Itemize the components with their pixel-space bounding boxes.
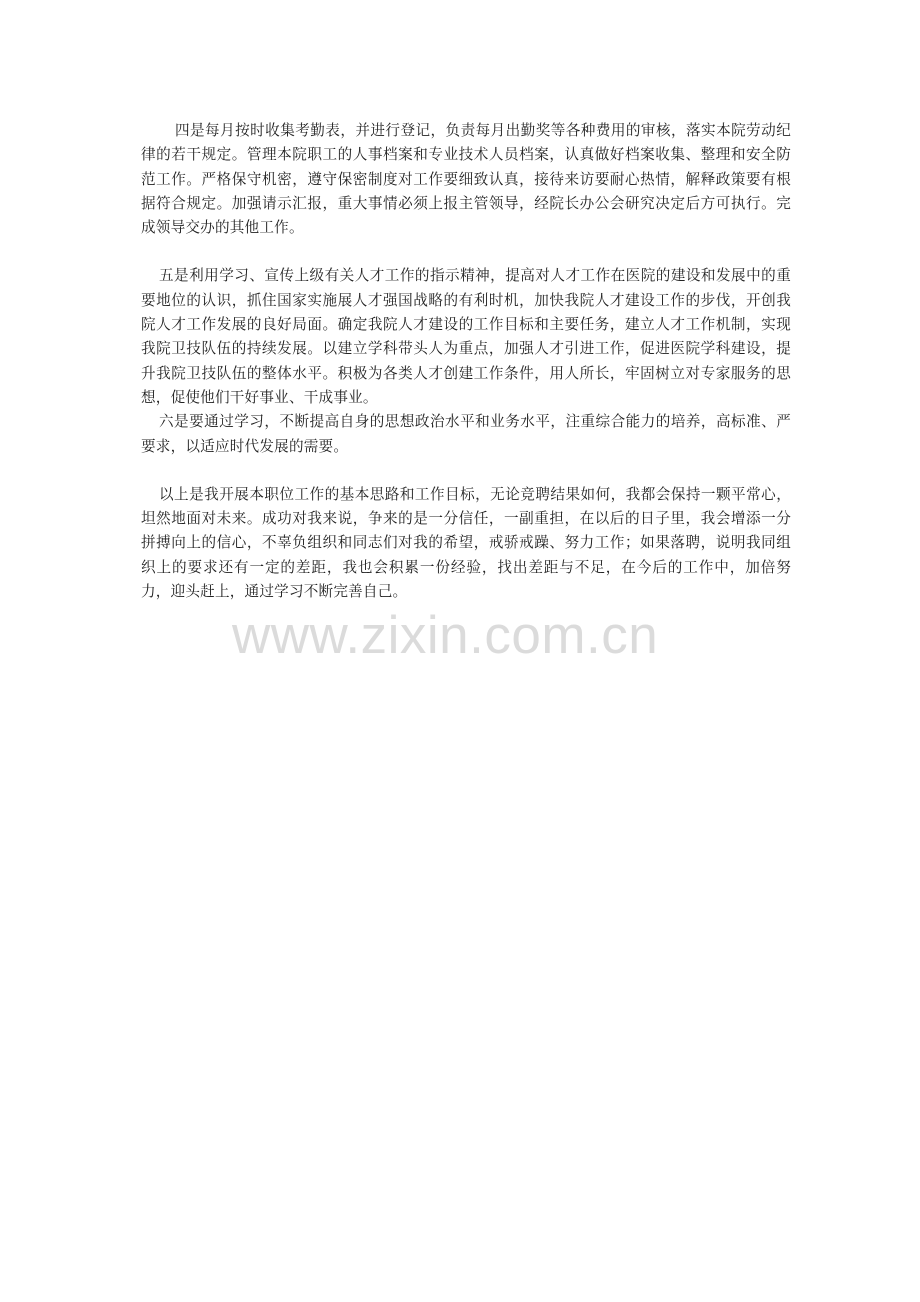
paragraph-conclusion: 以上是我开展本职位工作的基本思路和工作目标，无论竞聘结果如何，我都会保持一颗平常心，坦然地面对未来。成功对我来说，争来的是一分信任，一副重担，在以后的日子里，我会增添一分拼搏向上的信心，不辜负组织和同志们对我的希望，戒骄戒躁、努力工作；如果落聘，说明我同组织上的要求还有一定的差距，我也会积累一份经验，找出差距与不足，在今后的工作中，加倍努力，迎头赶上，通过学习不断完善自己。 — [141, 485, 791, 601]
paragraph-four: 四是每月按时收集考勤表，并进行登记，负责每月出勤奖等各种费用的审核，落实本院劳动纪律的若干规定。管理本院职工的人事档案和专业技术人员档案，认真做好档案收集、整理和安全防范工作。严格保守机密，遵守保密制度对工作要细致认真，接待来访要耐心热情，解释政策要有根据符合规定。加强请示汇报，重大事情必须上报主管领导，经院长办公会研究决定后方可执行。完成领导交办的其他工作。 — [141, 122, 791, 237]
site-watermark: www.zixin.com.cn — [232, 606, 659, 665]
paragraph-six: 六是要通过学习，不断提高自身的思想政治水平和业务水平，注重综合能力的培养，高标准、严要求，以适应时代发展的需要。 — [141, 413, 791, 455]
paragraph-spacer — [141, 459, 791, 483]
paragraph-five: 五是利用学习、宣传上级有关人才工作的指示精神，提高对人才工作在医院的建设和发展中的重要地位的认识，抓住国家实施展人才强国战略的有利时机，加快我院人才建设工作的步伐，开创我院人才工作发展的良好局面。确定我院人才建设的工作目标和主要任务，建立人才工作机制，实现我院卫技队伍的持续发展。以建立学科带头人为重点，加强人才引进工作，促进医院学科建设，提升我院卫技队伍的整体水平。积极为各类人才创建工作条件，用人所长，牢固树立对专家服务的思想，促使他们干好事业、干成事业。 — [141, 267, 791, 406]
document-body — [141, 119, 791, 604]
paragraph-spacer — [141, 240, 791, 264]
